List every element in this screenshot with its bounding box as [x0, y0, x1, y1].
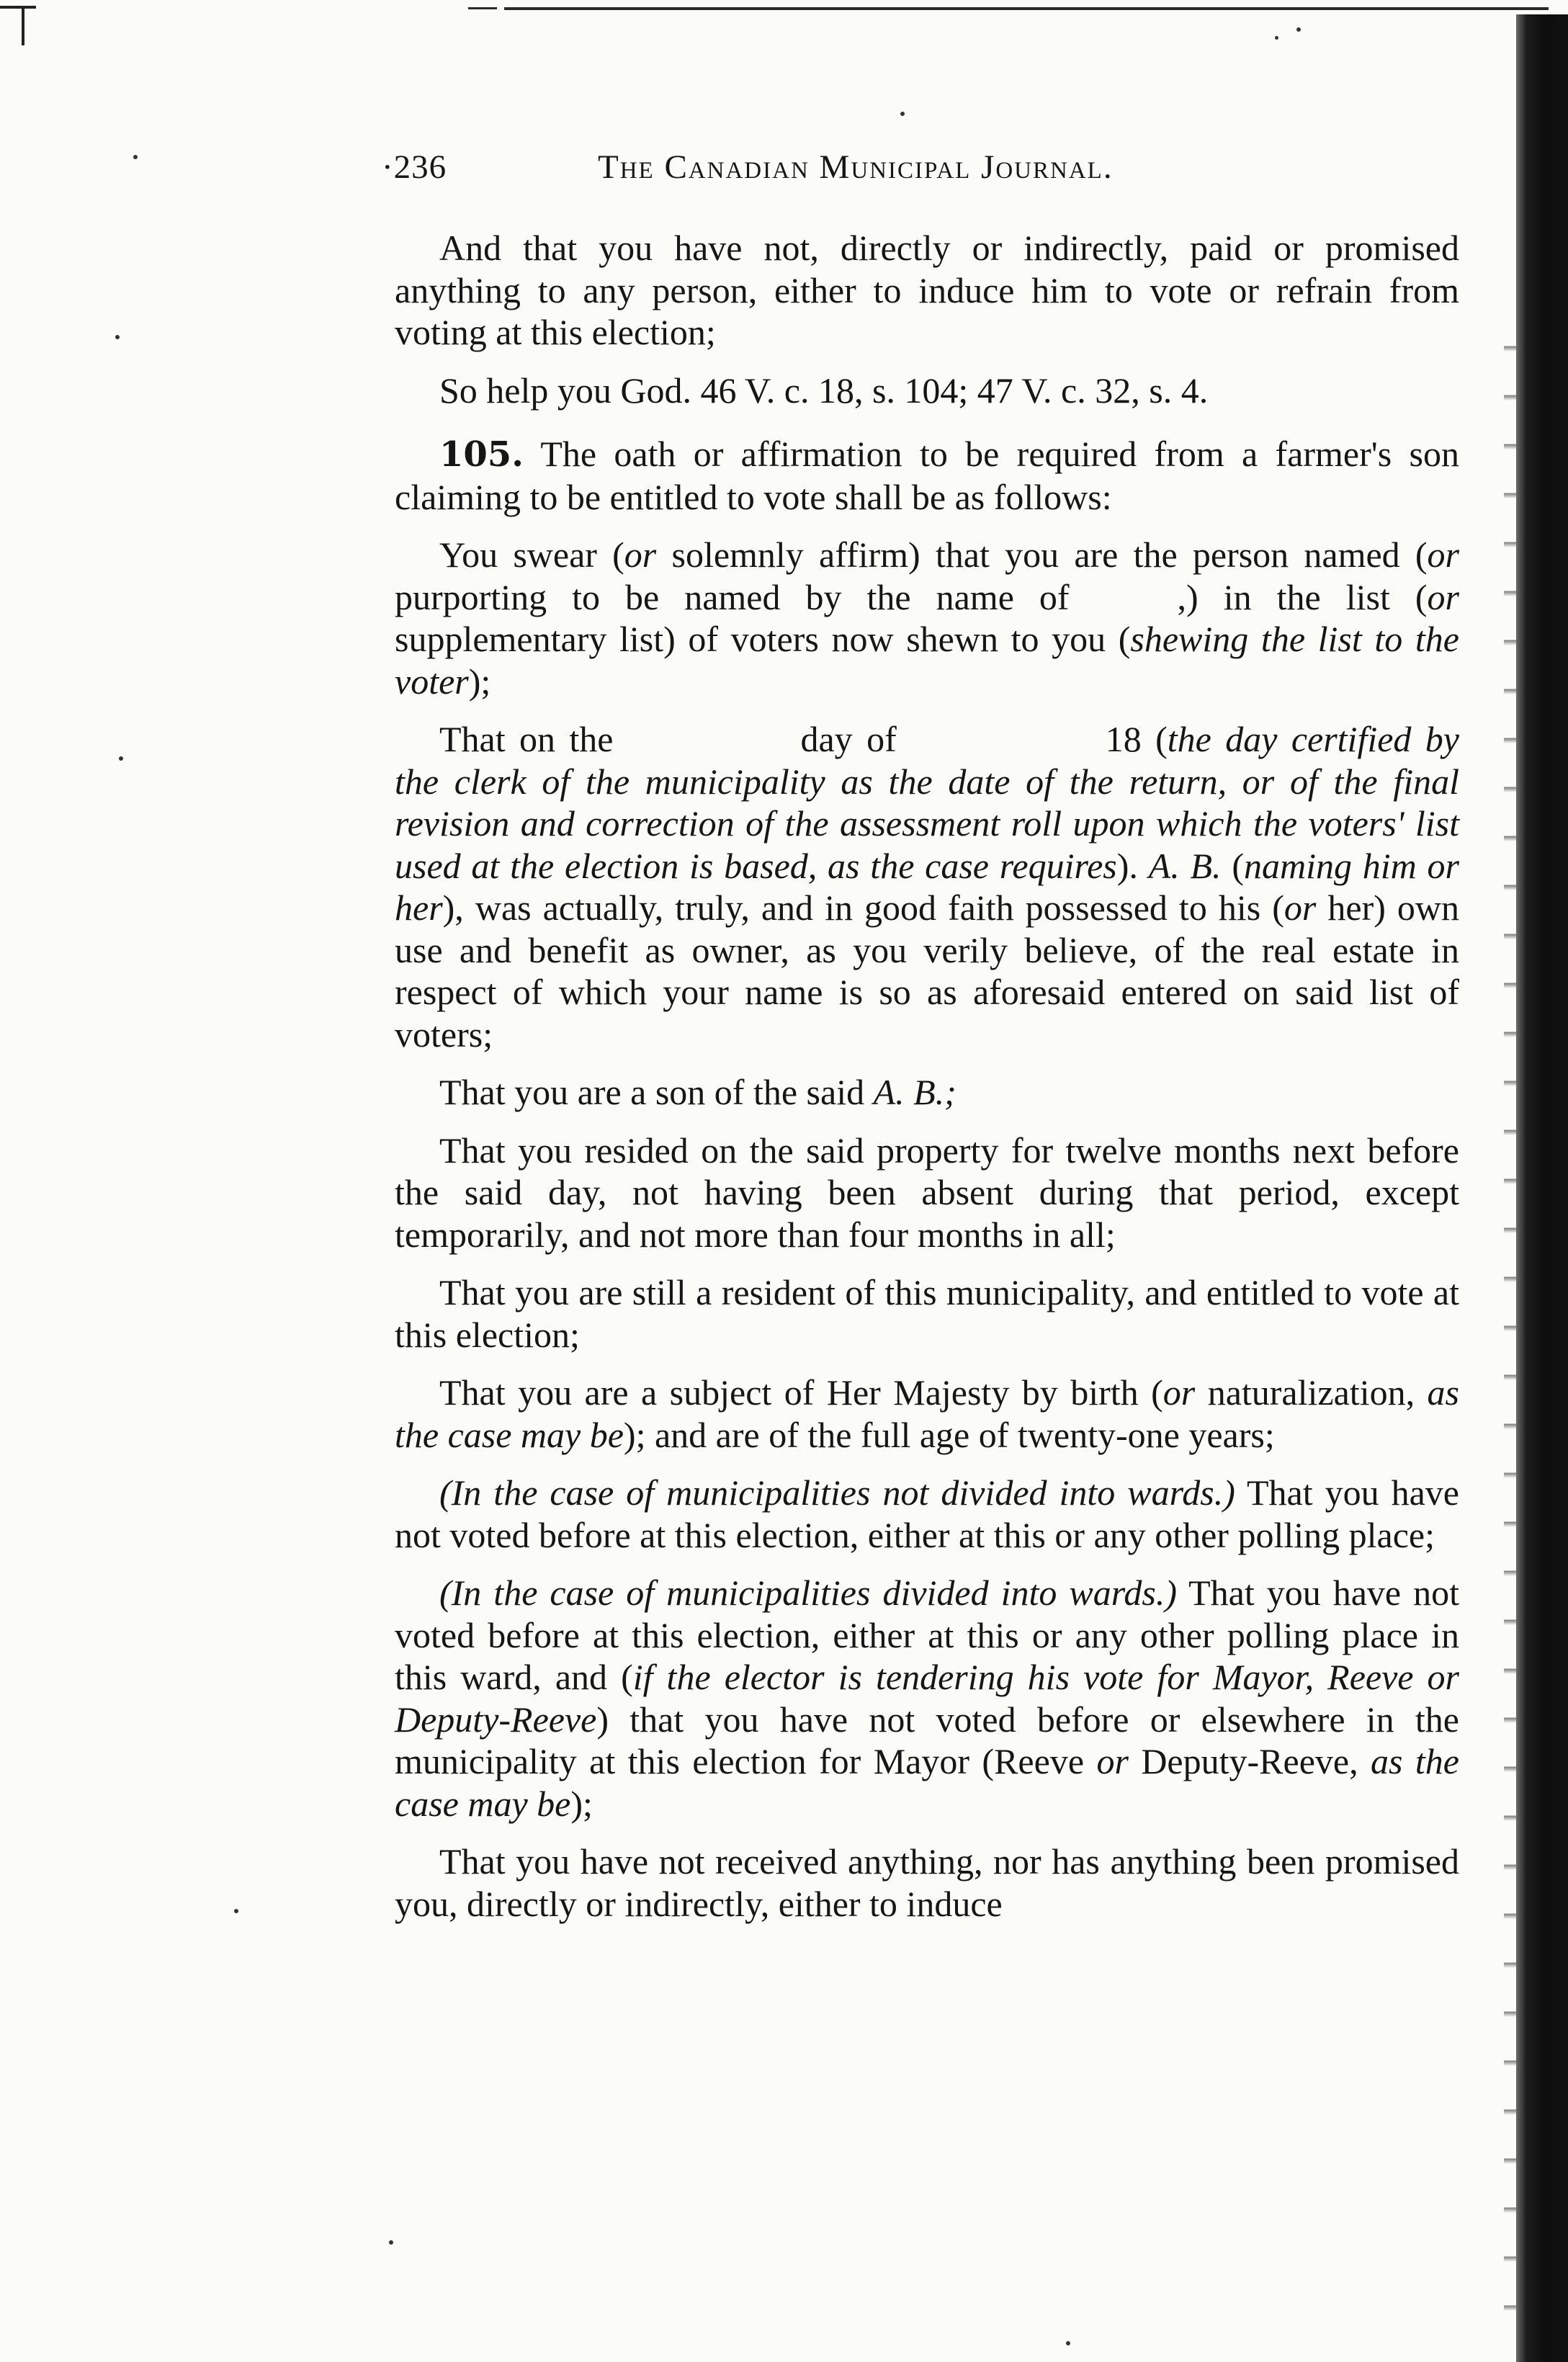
text-run: That you have not voted before at this election, either at this or any other polling place;: [395, 1472, 1459, 1555]
text-run: supplementary list) of voters now shewn to you (: [395, 619, 1131, 659]
text-run: ).: [1116, 845, 1149, 886]
text-run: ), was actually, truly, and in good faith possessed to his (: [442, 887, 1284, 928]
italic-run: or: [624, 534, 657, 575]
text-run: You swear (: [439, 534, 624, 575]
italic-run: the day certified by the clerk of the municipality as the date of the return, or of the final revision and correction of the assessment roll upon which the voters' list used at the election is based, as the case requires: [395, 719, 1459, 886]
paragraph-you-swear: [395, 534, 1459, 702]
scan-corner-mark: [0, 6, 36, 9]
text-run: ); and are of the full age of twenty-one years;: [623, 1414, 1275, 1455]
paragraph-so-help-you-god: So help you God. 46 V. c. 18, s. 104; 47 V. c. 32, s. 4.: [439, 370, 1209, 411]
section-105-text: The oath or affirmation to be required from a farmer's son claiming to be entitled to vote shall be as follows:: [395, 434, 1459, 517]
scan-speck: [119, 756, 123, 761]
italic-run: A. B.;: [873, 1072, 957, 1112]
scan-top-rule-short: [468, 7, 497, 9]
text-run: 18 (: [1105, 719, 1168, 759]
book-spine-shadow: [1516, 14, 1568, 2362]
scan-speck: [133, 155, 138, 159]
italic-run: or: [1427, 534, 1459, 575]
scan-corner-mark-vertical: [22, 6, 24, 45]
text-run: );: [570, 1783, 593, 1824]
italic-run: naming him or her: [395, 845, 1460, 928]
text-run: That on the: [439, 719, 614, 759]
page-edge-shadow: [1504, 303, 1517, 2319]
scan-speck: [234, 1909, 238, 1913]
italic-run: (In the case of municipalities not divided into wards.): [439, 1472, 1235, 1513]
paragraph-that-on-the-day: [395, 718, 1459, 1055]
paragraph-not-divided-wards: [395, 1472, 1459, 1556]
text-run: purporting to be named by the name of: [395, 576, 1070, 617]
text-run: day of: [800, 719, 897, 759]
scan-speck: [1296, 27, 1301, 32]
paragraph-oath-not-paid: And that you have not, directly or indirectly, paid or promised anything to any person, either to induce him to vote or refrain from voting at this election;: [395, 228, 1459, 352]
italic-run: as the case may be: [395, 1372, 1460, 1455]
scan-speck: [389, 2240, 393, 2245]
scan-speck: [115, 335, 120, 339]
text-run: naturalization,: [1195, 1372, 1428, 1413]
scan-speck: [1066, 2341, 1070, 2345]
italic-run: as the case may be: [395, 1741, 1459, 1824]
section-number: 105.: [439, 434, 524, 475]
paragraph-section-105: [395, 433, 1459, 518]
text-run: Deputy-Reeve,: [1128, 1741, 1371, 1781]
paragraph-still-resident: That you are still a resident of this municipality, and entitled to vote at this election;: [395, 1272, 1459, 1355]
paragraph-resided: That you resided on the said property for twelve months next before the said day, not having been absent during that period, except temporarily, and not more than four months in all;: [395, 1129, 1459, 1255]
journal-title: The Canadian Municipal Journal.: [598, 148, 1114, 186]
paragraph-not-received: That you have not received anything, nor has anything been promised you, directly or indirectly, either to induce: [395, 1841, 1459, 1924]
scan-speck: [900, 112, 905, 116]
text-run: (: [1221, 845, 1244, 886]
italic-run: (In the case of municipalities divided into wards.): [439, 1573, 1177, 1613]
italic-run: or: [1427, 576, 1459, 617]
italic-run: shewing the list to the voter: [395, 619, 1459, 702]
page-number: ·236: [382, 148, 447, 186]
italic-run: if the elector is tendering his vote for Mayor, Reeve or Deputy-Reeve: [395, 1657, 1459, 1740]
text-run: That you are a son of the said: [439, 1072, 874, 1112]
italic-run: or: [1283, 887, 1317, 928]
text-run: her) own use and benefit as owner, as you verily believe, of the real estate in respect of which your name is so as aforesaid entered on said list of voters;: [395, 887, 1459, 1055]
paragraph-subject-of-majesty: [395, 1372, 1459, 1456]
text-run: That you are a subject of Her Majesty by birth (: [439, 1372, 1163, 1413]
text-run: ) that you have not voted before or elsewhere in the municipality at this election for Mayor (Reeve: [395, 1699, 1459, 1781]
scan-top-rule: [504, 7, 1549, 10]
paragraph-son-of-ab: [395, 1071, 1459, 1114]
page-body: [395, 227, 1459, 1941]
scan-speck: [1275, 36, 1278, 40]
text-run: That you have not voted before at this election, either at this or any other polling place in this ward, and (: [395, 1573, 1460, 1697]
text-run: solemnly affirm) that you are the person named (: [656, 534, 1428, 575]
italic-run: A. B.: [1148, 845, 1222, 886]
running-head: [382, 148, 1505, 205]
paragraph-divided-wards: [395, 1572, 1459, 1825]
italic-run: or: [1162, 1372, 1196, 1413]
italic-run: or: [1096, 1741, 1129, 1781]
text-run: );: [468, 661, 491, 702]
text-run: ,) in the list (: [1177, 576, 1428, 617]
